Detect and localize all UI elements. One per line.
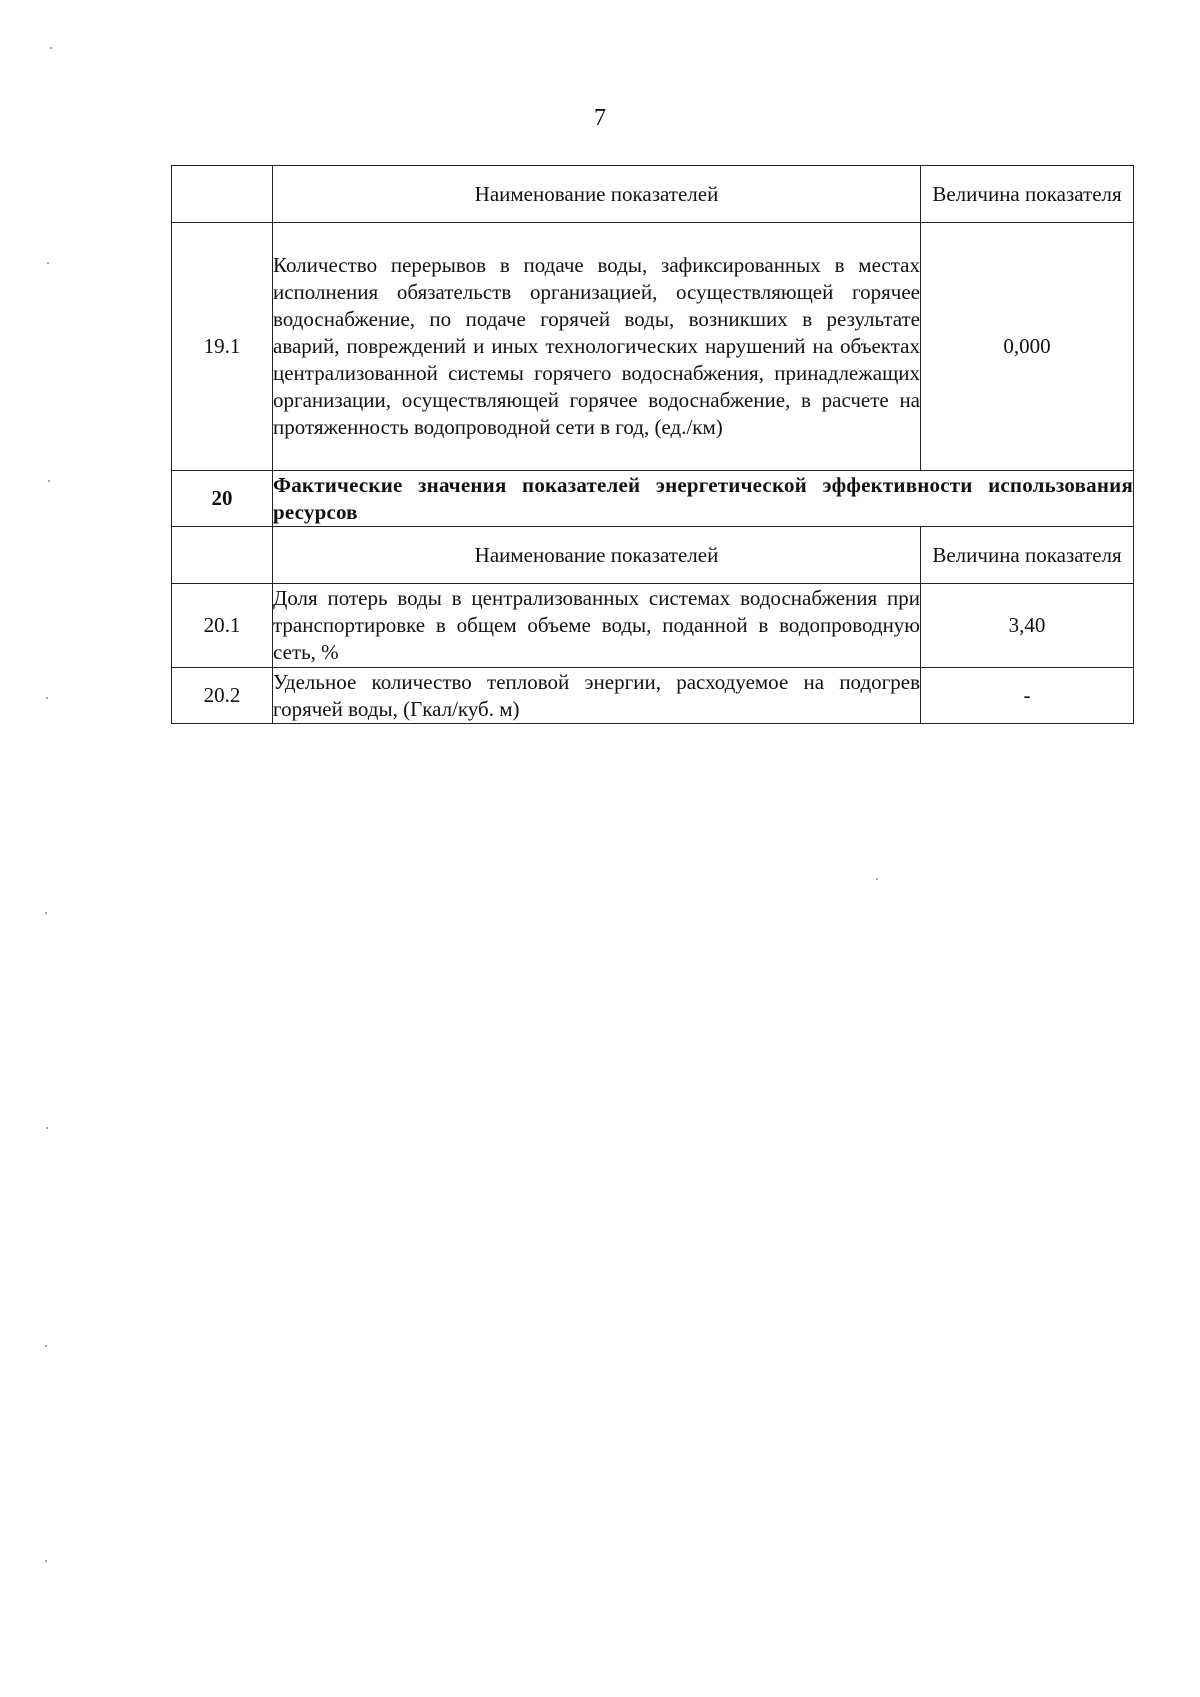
- row-indicator-name: Удельное количество тепловой энергии, расходуемое на подогрев горячей воды, (Гкал/куб. м): [273, 668, 921, 724]
- row-indicator-value: 0,000: [921, 223, 1134, 471]
- scan-speck: [48, 480, 50, 482]
- scan-speck: [876, 878, 878, 880]
- row-indicator-name: Доля потерь воды в централизованных системах водоснабжения при транспортировке в общем объеме воды, поданной в водопроводную сеть, %: [273, 584, 921, 668]
- header-name-cell: Наименование показателей: [273, 166, 921, 223]
- scan-speck: [47, 262, 49, 264]
- table-header-row: [172, 166, 1134, 223]
- scan-speck: [45, 1560, 47, 1562]
- row-indicator-value: 3,40: [921, 584, 1134, 668]
- scan-speck: [46, 697, 48, 699]
- scan-speck: [50, 47, 52, 49]
- header-value-cell: Величина показателя: [921, 166, 1134, 223]
- header-value-cell: Величина показателя: [921, 527, 1134, 584]
- row-indicator-name: Количество перерывов в подаче воды, зафиксированных в местах исполнения обязательств организацией, осуществляющей горячее водоснабжение, по подаче горячей воды, возникших в результате аварий, повреждений и иных технологических нарушений на объектах централизованной системы горячего водоснабжения, принадлежащих организации, осуществляющей горячее водоснабжение, в расчете на протяженность водопроводной сети в год, (ед./км): [273, 223, 921, 471]
- row-number: 19.1: [172, 223, 273, 471]
- row-number: 20.1: [172, 584, 273, 668]
- scan-speck: [46, 1127, 48, 1129]
- header-number-cell: [172, 527, 273, 584]
- scan-speck: [45, 1345, 47, 1347]
- header-number-cell: [172, 166, 273, 223]
- header-name-cell: Наименование показателей: [273, 527, 921, 584]
- table-row: [172, 668, 1134, 724]
- page-number: 7: [594, 105, 606, 131]
- row-indicator-value: -: [921, 668, 1134, 724]
- scan-speck: [45, 912, 47, 914]
- indicators-table: [171, 165, 1134, 724]
- section-number: 20: [172, 471, 273, 527]
- table-row: [172, 223, 1134, 471]
- row-number: 20.2: [172, 668, 273, 724]
- section-row: [172, 471, 1134, 527]
- table-row: [172, 584, 1134, 668]
- table-header-row: [172, 527, 1134, 584]
- section-title: Фактические значения показателей энергетической эффективности использования ресурсов: [273, 471, 1134, 527]
